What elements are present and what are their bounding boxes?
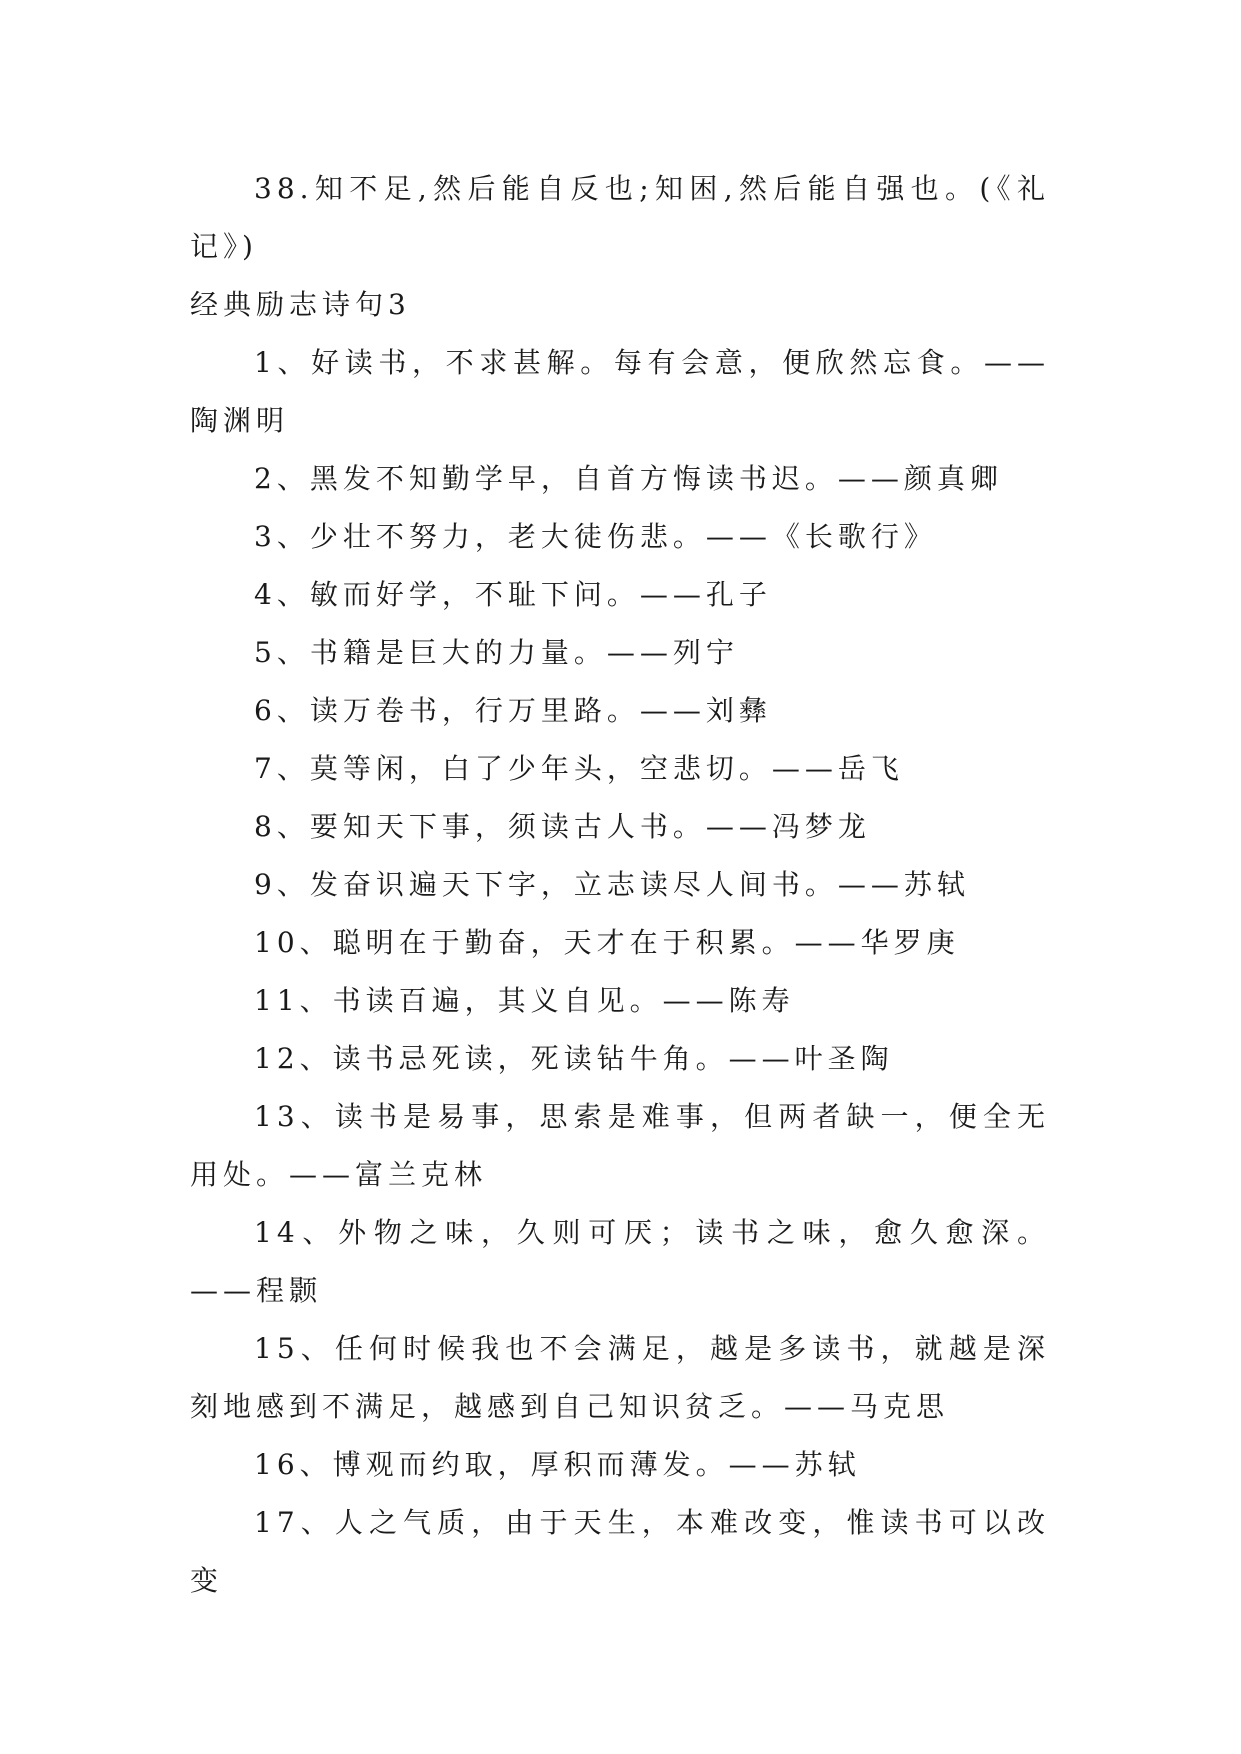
quote-paragraph: 14、外物之味，久则可厌；读书之味，愈久愈深。——程颢 [190,1216,1050,1307]
quote-paragraph: 17、人之气质，由于天生，本难改变，惟读书可以改变 [190,1506,1050,1597]
quote-paragraph: 4、敏而好学，不耻下问。——孔子 [254,578,772,611]
quote-paragraph: 38.知不足,然后能自反也;知困,然后能自强也。(《礼记》) [190,172,1050,263]
quote-paragraph: 15、任何时候我也不会满足，越是多读书，就越是深刻地感到不满足，越感到自己知识贫乏。——马克思 [190,1332,1050,1423]
quote-paragraph: 3、少壮不努力，老大徒伤悲。——《长歌行》 [254,520,937,553]
quote-paragraph: 6、读万卷书，行万里路。——刘彝 [254,694,772,727]
quote-paragraph: 5、书籍是巨大的力量。——列宁 [254,636,739,669]
quote-paragraph: 12、读书忌死读，死读钻牛角。——叶圣陶 [254,1042,894,1075]
quote-paragraph: 10、聪明在于勤奋，天才在于积累。——华罗庚 [254,926,960,959]
quote-paragraph: 16、博观而约取，厚积而薄发。——苏轼 [254,1448,861,1481]
quote-paragraph: 11、书读百遍，其义自见。——陈寿 [254,984,795,1017]
quote-paragraph: 2、黑发不知勤学早，自首方悔读书迟。——颜真卿 [254,462,1003,495]
quote-paragraph: 7、莫等闲，白了少年头，空悲切。——岳飞 [254,752,904,785]
section-heading: 经典励志诗句3 [190,288,411,321]
quote-paragraph: 8、要知天下事，须读古人书。——冯梦龙 [254,810,871,843]
quote-paragraph: 13、读书是易事，思索是难事，但两者缺一，便全无用处。——富兰克林 [190,1100,1050,1191]
document-body [190,160,1050,1610]
quote-paragraph: 9、发奋识遍天下字，立志读尽人间书。——苏轼 [254,868,970,901]
quote-paragraph: 1、好读书，不求甚解。每有会意，便欣然忘食。——陶渊明 [190,346,1050,437]
